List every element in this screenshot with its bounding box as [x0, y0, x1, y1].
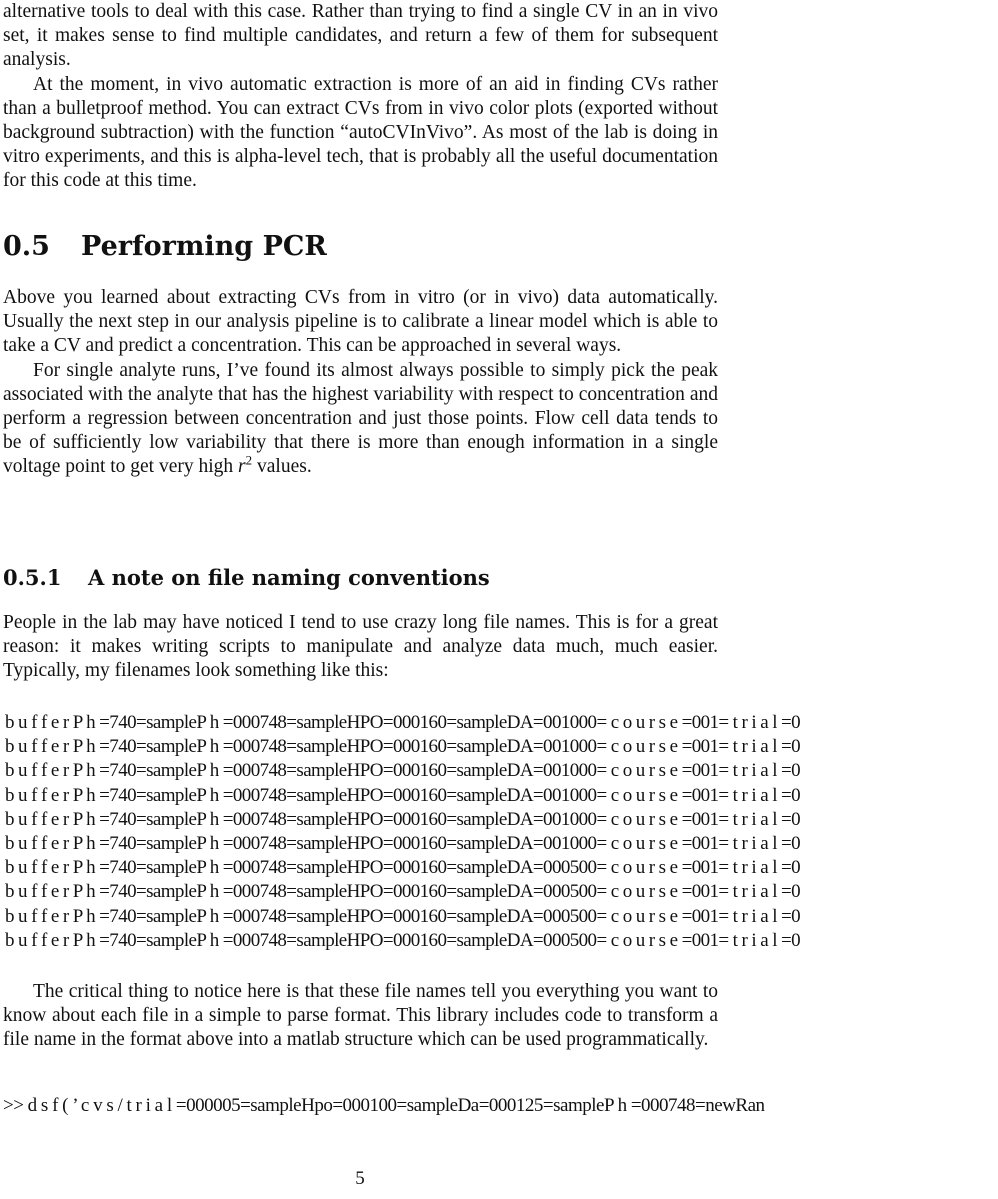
filename-line: b u f f e r P h =740=sampleP h =000748=sampleHPO=000160=sampleDA=001000= c o u r s e =001= t r i a l =0 — [5, 784, 801, 806]
section-text — [3, 286, 718, 480]
subsection-heading — [3, 564, 490, 592]
filename-line: b u f f e r P h =740=sampleP h =000748=sampleHPO=000160=sampleDA=001000= c o u r s e =001= t r i a l =0 — [5, 760, 801, 782]
code-example: >> d s f ( ’ c v s / t r i a l =000005=sampleHpo=000100=sampleDa=000125=sampleP h =000748=newRan — [3, 1095, 765, 1116]
page-number: 5 — [355, 1168, 365, 1189]
section-heading — [3, 230, 327, 264]
intro-paragraph-1: alternative tools to deal with this case. Rather than trying to find a single CV in an in vivo set, it makes sense to find multiple candidates, and return a few of them for subsequent analysis. — [3, 1, 718, 71]
subsection-text-2 — [3, 980, 718, 1053]
subsection-title: A note on file naming conventions — [88, 565, 490, 590]
intro-paragraph-2: At the moment, in vivo automatic extraction is more of an aid in finding CVs rather than a bulletproof method. You can extract CVs from in vivo color plots (exported without background subtraction) with the function “autoCVInVivo”. As most of the lab is doing in vitro experiments, and this is alpha-level tech, that is probably all the useful documentation for this code at this time. — [3, 73, 718, 192]
section-paragraph-1: Above you learned about extracting CVs from in vitro (or in vivo) data automatically. Usually the next step in our analysis pipeline is to calibrate a linear model which is able to take a CV and predict a concentration. This can be approached in several ways. — [3, 287, 718, 357]
section-number: 0.5 — [3, 231, 50, 262]
superscript-2: 2 — [245, 452, 253, 468]
section-title: Performing PCR — [81, 231, 327, 262]
intro-text — [3, 0, 718, 194]
subsection-text-1 — [3, 611, 718, 684]
filename-line: b u f f e r P h =740=sampleP h =000748=sampleHPO=000160=sampleDA=000500= c o u r s e =001= t r i a l =0 — [5, 929, 801, 951]
r-variable: r — [238, 456, 246, 478]
filename-line: b u f f e r P h =740=sampleP h =000748=sampleHPO=000160=sampleDA=000500= c o u r s e =001= t r i a l =0 — [5, 857, 801, 879]
filename-line: b u f f e r P h =740=sampleP h =000748=sampleHPO=000160=sampleDA=001000= c o u r s e =001= t r i a l =0 — [5, 712, 801, 733]
subsection-paragraph-1: People in the lab may have noticed I tend to use crazy long file names. This is for a great reason: it makes writing scripts to manipulate and analyze data much, much easier. Typically, my filenames look something like this: — [3, 612, 718, 682]
filename-listing — [5, 711, 998, 953]
filename-line: b u f f e r P h =740=sampleP h =000748=sampleHPO=000160=sampleDA=001000= c o u r s e =001= t r i a l =0 — [5, 832, 801, 854]
section-paragraph-2-end: values. — [252, 456, 312, 478]
section-paragraph-2 — [3, 359, 718, 480]
subsection-paragraph-2: The critical thing to notice here is that these file names tell you everything you want to know about each file in a simple to parse format. This library includes code to transform a file name in the format above into a matlab structure which can be used programmatically. — [3, 981, 718, 1051]
filename-line: b u f f e r P h =740=sampleP h =000748=sampleHPO=000160=sampleDA=001000= c o u r s e =001= t r i a l =0 — [5, 736, 801, 758]
section-paragraph-2-text: For single analyte runs, I’ve found its almost always possible to simply pick the peak associated with the analyte that has the highest variability with respect to concentration and perform a regression between concentration and just those points. Flow cell data tends to be of sufficiently low variability that there is more than enough information in a single voltage point to get very high — [3, 359, 718, 478]
filename-line: b u f f e r P h =740=sampleP h =000748=sampleHPO=000160=sampleDA=000500= c o u r s e =001= t r i a l =0 — [5, 881, 801, 903]
subsection-number: 0.5.1 — [3, 565, 62, 590]
filename-line: b u f f e r P h =740=sampleP h =000748=sampleHPO=000160=sampleDA=000500= c o u r s e =001= t r i a l =0 — [5, 905, 801, 927]
filename-line: b u f f e r P h =740=sampleP h =000748=sampleHPO=000160=sampleDA=001000= c o u r s e =001= t r i a l =0 — [5, 808, 801, 830]
